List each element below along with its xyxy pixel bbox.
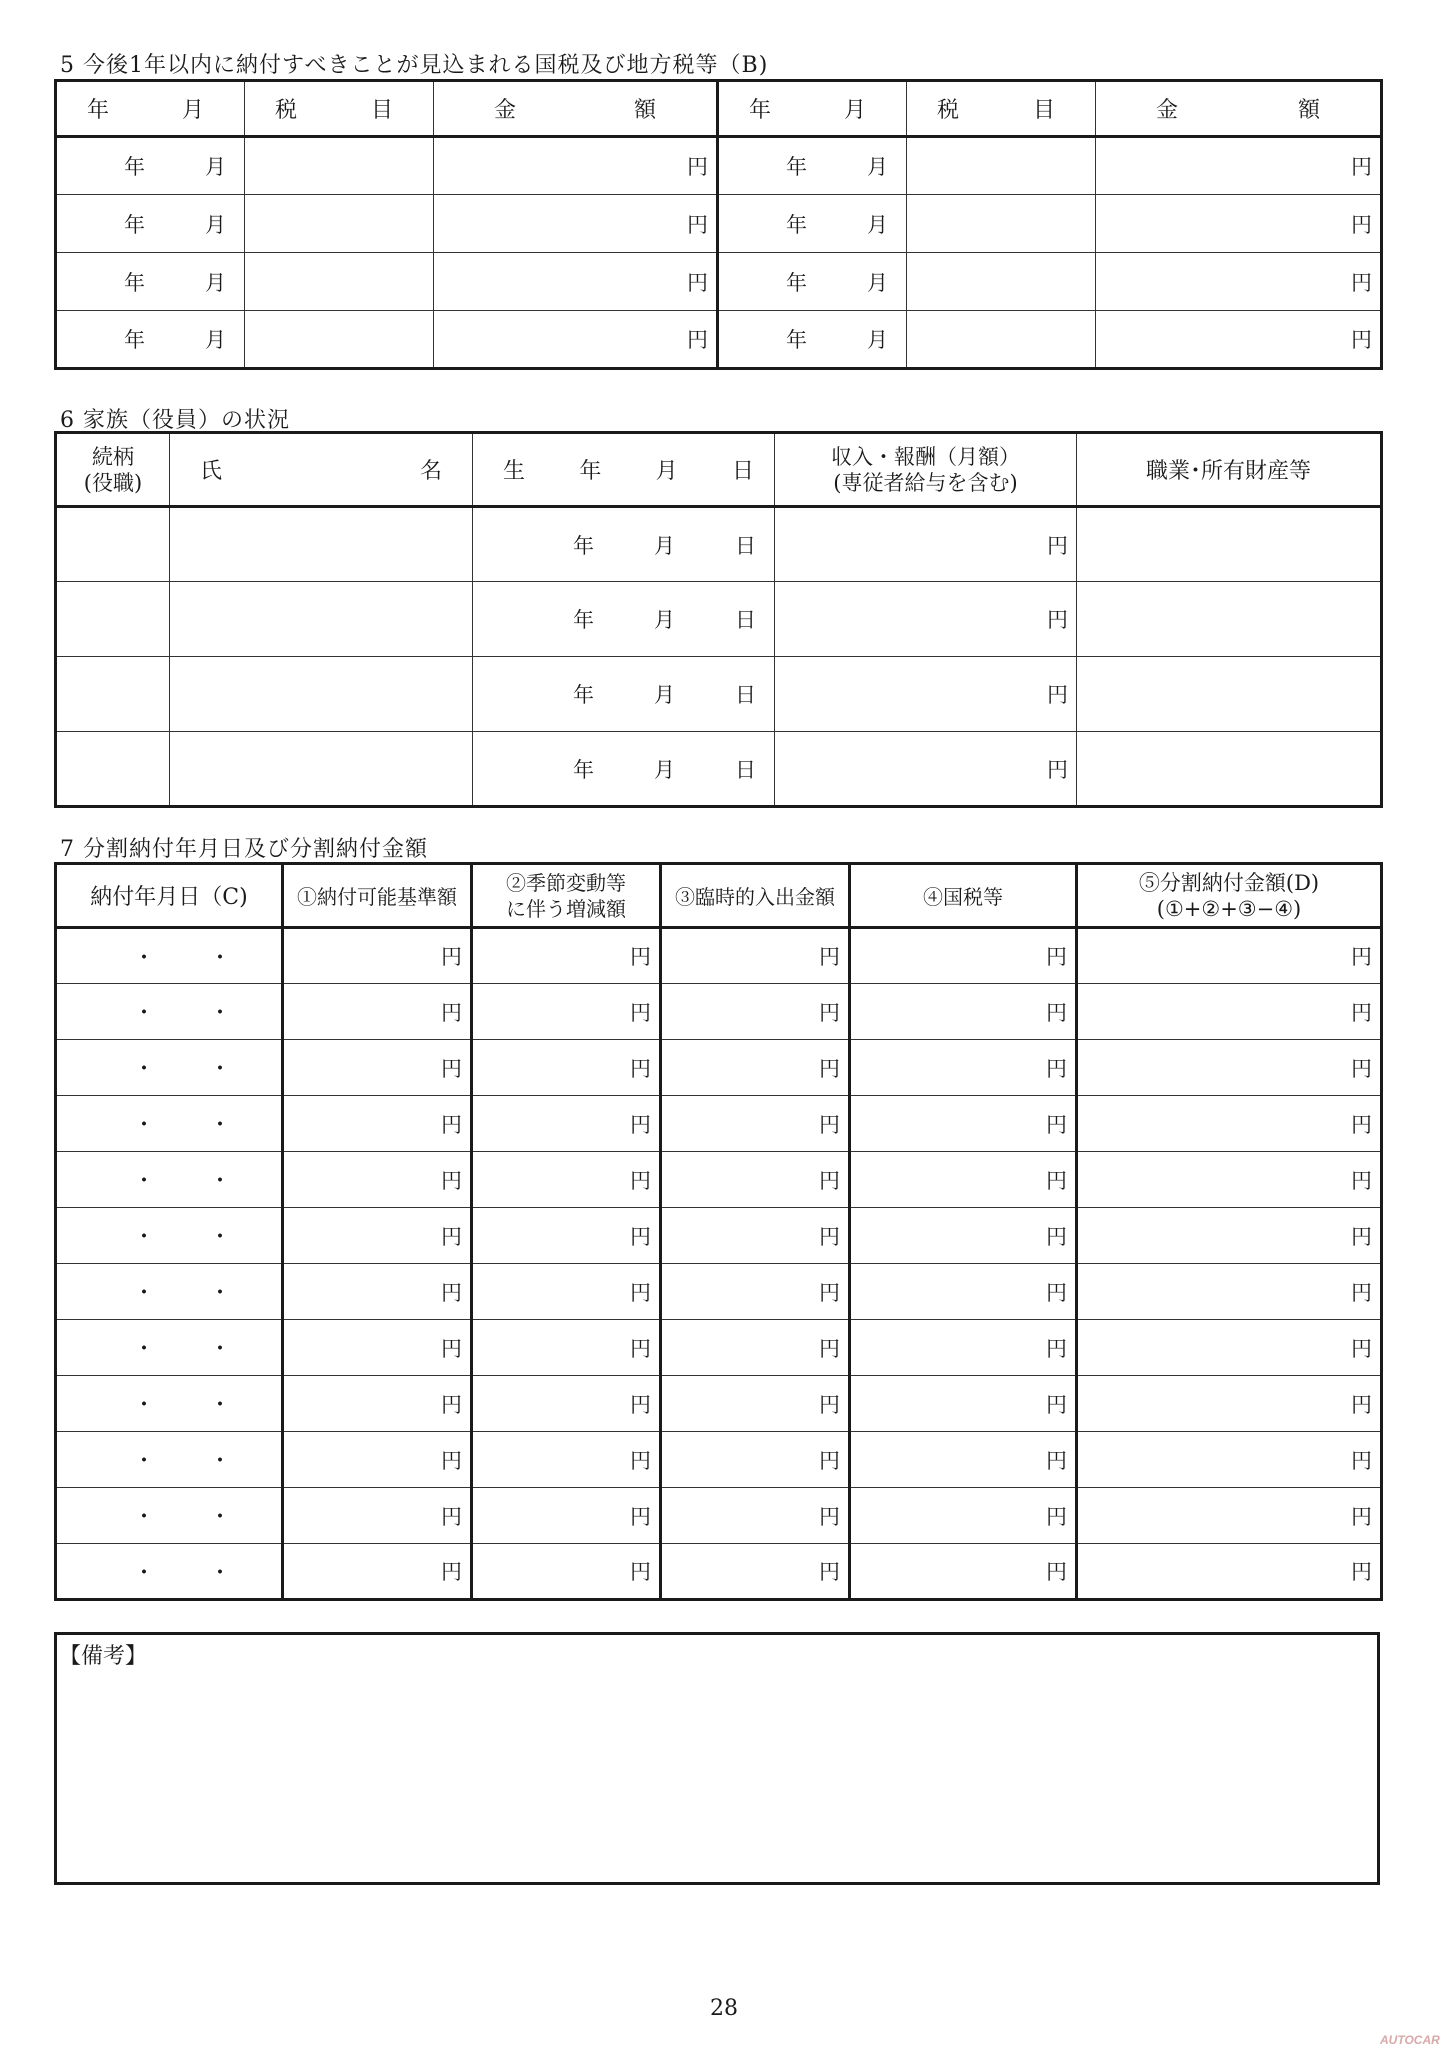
installment-amount-cell[interactable]: 円 <box>1077 1488 1382 1544</box>
tax-item-cell[interactable] <box>245 195 434 253</box>
year-month-cell[interactable]: 年 月 <box>56 195 245 253</box>
base-amount-cell[interactable]: 円 <box>283 1040 472 1096</box>
watermark-logo: AUTOCAR <box>1380 2033 1440 2047</box>
table-row <box>56 137 1382 195</box>
name-cell[interactable] <box>170 732 473 807</box>
amount-cell[interactable]: 円 <box>1096 253 1382 311</box>
national-tax-cell[interactable]: 円 <box>850 1320 1077 1376</box>
table-row <box>56 1208 1382 1264</box>
seasonal-change-cell[interactable]: 円 <box>472 1208 661 1264</box>
table-row <box>56 582 1382 657</box>
base-amount-cell[interactable]: 円 <box>283 1152 472 1208</box>
national-tax-cell[interactable]: 円 <box>850 1432 1077 1488</box>
temporary-inout-cell[interactable]: 円 <box>661 928 850 984</box>
base-amount-cell[interactable]: 円 <box>283 1320 472 1376</box>
table-row <box>56 1432 1382 1488</box>
name-cell[interactable] <box>170 657 473 732</box>
temporary-inout-cell[interactable]: 円 <box>661 1544 850 1600</box>
section6-table <box>54 431 1383 808</box>
temporary-inout-cell[interactable]: 円 <box>661 1432 850 1488</box>
name-cell[interactable] <box>170 507 473 582</box>
table-row <box>56 732 1382 807</box>
table-row <box>56 1040 1382 1096</box>
base-amount-cell[interactable]: 円 <box>283 1544 472 1600</box>
payment-date-cell[interactable]: ・ ・ <box>56 1208 283 1264</box>
section7-title: 7 分割納付年月日及び分割納付金額 <box>60 837 428 862</box>
amount-cell[interactable]: 円 <box>434 137 718 195</box>
installment-amount-cell[interactable]: 円 <box>1077 1264 1382 1320</box>
installment-amount-cell[interactable]: 円 <box>1077 1320 1382 1376</box>
table-row <box>56 311 1382 369</box>
header-tax-item: 税 目 <box>907 81 1096 137</box>
base-amount-cell[interactable]: 円 <box>283 984 472 1040</box>
installment-amount-cell[interactable]: 円 <box>1077 928 1382 984</box>
header-seasonal-change: ②季節変動等 に伴う増減額 <box>472 864 661 928</box>
section7-table <box>54 862 1383 1601</box>
payment-date-cell[interactable]: ・ ・ <box>56 984 283 1040</box>
header-income: 収入・報酬（月額） (専従者給与を含む) <box>775 433 1077 507</box>
national-tax-cell[interactable]: 円 <box>850 1152 1077 1208</box>
date-of-birth-cell[interactable]: 年 月 日 <box>473 657 775 732</box>
seasonal-change-cell[interactable]: 円 <box>472 1432 661 1488</box>
base-amount-cell[interactable]: 円 <box>283 1376 472 1432</box>
amount-cell[interactable]: 円 <box>434 311 718 369</box>
amount-cell[interactable]: 円 <box>1096 311 1382 369</box>
seasonal-change-cell[interactable]: 円 <box>472 1320 661 1376</box>
section5-table <box>54 79 1383 370</box>
temporary-inout-cell[interactable]: 円 <box>661 1320 850 1376</box>
payment-date-cell[interactable]: ・ ・ <box>56 1320 283 1376</box>
section6-title: 6 家族（役員）の状況 <box>60 408 290 433</box>
national-tax-cell[interactable]: 円 <box>850 1488 1077 1544</box>
seasonal-change-cell[interactable]: 円 <box>472 1152 661 1208</box>
relation-cell[interactable] <box>56 507 170 582</box>
header-national-tax: ④国税等 <box>850 864 1077 928</box>
header-year-month: 年 月 <box>56 81 245 137</box>
base-amount-cell[interactable]: 円 <box>283 1208 472 1264</box>
tax-item-cell[interactable] <box>907 311 1096 369</box>
table-row <box>56 1152 1382 1208</box>
temporary-inout-cell[interactable]: 円 <box>661 1208 850 1264</box>
temporary-inout-cell[interactable]: 円 <box>661 1096 850 1152</box>
header-occupation: 職業･所有財産等 <box>1077 433 1382 507</box>
table-row <box>56 195 1382 253</box>
payment-date-cell[interactable]: ・ ・ <box>56 928 283 984</box>
occupation-cell[interactable] <box>1077 732 1382 807</box>
remarks-box[interactable] <box>54 1632 1380 1885</box>
national-tax-cell[interactable]: 円 <box>850 928 1077 984</box>
base-amount-cell[interactable]: 円 <box>283 928 472 984</box>
base-amount-cell[interactable]: 円 <box>283 1264 472 1320</box>
income-cell[interactable]: 円 <box>775 657 1077 732</box>
tax-item-cell[interactable] <box>907 253 1096 311</box>
payment-date-cell[interactable]: ・ ・ <box>56 1096 283 1152</box>
header-payment-date: 納付年月日（C) <box>56 864 283 928</box>
name-cell[interactable] <box>170 582 473 657</box>
temporary-inout-cell[interactable]: 円 <box>661 1376 850 1432</box>
date-of-birth-cell[interactable]: 年 月 日 <box>473 732 775 807</box>
payment-date-cell[interactable]: ・ ・ <box>56 1040 283 1096</box>
year-month-cell[interactable]: 年 月 <box>56 253 245 311</box>
installment-amount-cell[interactable]: 円 <box>1077 1040 1382 1096</box>
header-name: 氏 名 <box>170 433 473 507</box>
header-tax-item: 税 目 <box>245 81 434 137</box>
table-row <box>56 1096 1382 1152</box>
section7-header-row <box>56 864 1382 928</box>
table-row <box>56 253 1382 311</box>
table-row <box>56 657 1382 732</box>
installment-amount-cell[interactable]: 円 <box>1077 1152 1382 1208</box>
seasonal-change-cell[interactable]: 円 <box>472 1376 661 1432</box>
occupation-cell[interactable] <box>1077 507 1382 582</box>
occupation-cell[interactable] <box>1077 582 1382 657</box>
payment-date-cell[interactable]: ・ ・ <box>56 1432 283 1488</box>
section5-title: 5 今後1年以内に納付すべきことが見込まれる国税及び地方税等（B) <box>60 53 769 78</box>
national-tax-cell[interactable]: 円 <box>850 1040 1077 1096</box>
relation-cell[interactable] <box>56 582 170 657</box>
income-cell[interactable]: 円 <box>775 732 1077 807</box>
base-amount-cell[interactable]: 円 <box>283 1432 472 1488</box>
table-row <box>56 1320 1382 1376</box>
temporary-inout-cell[interactable]: 円 <box>661 984 850 1040</box>
remarks-label: 【備考】 <box>59 1644 148 1669</box>
temporary-inout-cell[interactable]: 円 <box>661 1488 850 1544</box>
tax-item-cell[interactable] <box>907 195 1096 253</box>
national-tax-cell[interactable]: 円 <box>850 1096 1077 1152</box>
temporary-inout-cell[interactable]: 円 <box>661 1152 850 1208</box>
header-year-month: 年 月 <box>718 81 907 137</box>
table-row <box>56 1264 1382 1320</box>
date-of-birth-cell[interactable]: 年 月 日 <box>473 507 775 582</box>
seasonal-change-cell[interactable]: 円 <box>472 1096 661 1152</box>
seasonal-change-cell[interactable]: 円 <box>472 984 661 1040</box>
table-row <box>56 984 1382 1040</box>
temporary-inout-cell[interactable]: 円 <box>661 1264 850 1320</box>
national-tax-cell[interactable]: 円 <box>850 1544 1077 1600</box>
header-base-amount: ①納付可能基準額 <box>283 864 472 928</box>
installment-amount-cell[interactable]: 円 <box>1077 1432 1382 1488</box>
national-tax-cell[interactable]: 円 <box>850 1208 1077 1264</box>
relation-cell[interactable] <box>56 657 170 732</box>
year-month-cell[interactable]: 年 月 <box>718 311 907 369</box>
year-month-cell[interactable]: 年 月 <box>718 253 907 311</box>
income-cell[interactable]: 円 <box>775 507 1077 582</box>
year-month-cell[interactable]: 年 月 <box>56 137 245 195</box>
payment-date-cell[interactable]: ・ ・ <box>56 1376 283 1432</box>
national-tax-cell[interactable]: 円 <box>850 1376 1077 1432</box>
seasonal-change-cell[interactable]: 円 <box>472 1040 661 1096</box>
seasonal-change-cell[interactable]: 円 <box>472 1544 661 1600</box>
table-row <box>56 1488 1382 1544</box>
installment-amount-cell[interactable]: 円 <box>1077 1096 1382 1152</box>
base-amount-cell[interactable]: 円 <box>283 1488 472 1544</box>
tax-item-cell[interactable] <box>245 311 434 369</box>
tax-item-cell[interactable] <box>907 137 1096 195</box>
amount-cell[interactable]: 円 <box>434 195 718 253</box>
table-row <box>56 1376 1382 1432</box>
amount-cell[interactable]: 円 <box>434 253 718 311</box>
table-row <box>56 1544 1382 1600</box>
amount-cell[interactable]: 円 <box>1096 137 1382 195</box>
header-amount: 金 額 <box>434 81 718 137</box>
header-temporary-inout: ③臨時的入出金額 <box>661 864 850 928</box>
date-of-birth-cell[interactable]: 年 月 日 <box>473 582 775 657</box>
income-cell[interactable]: 円 <box>775 582 1077 657</box>
seasonal-change-cell[interactable]: 円 <box>472 1488 661 1544</box>
year-month-cell[interactable]: 年 月 <box>56 311 245 369</box>
installment-amount-cell[interactable]: 円 <box>1077 1376 1382 1432</box>
table-row <box>56 928 1382 984</box>
header-installment-amount: ⑤分割納付金額(D) (①+②+③−④) <box>1077 864 1382 928</box>
payment-date-cell[interactable]: ・ ・ <box>56 1488 283 1544</box>
tax-item-cell[interactable] <box>245 253 434 311</box>
year-month-cell[interactable]: 年 月 <box>718 195 907 253</box>
national-tax-cell[interactable]: 円 <box>850 984 1077 1040</box>
base-amount-cell[interactable]: 円 <box>283 1096 472 1152</box>
amount-cell[interactable]: 円 <box>1096 195 1382 253</box>
page-number: 28 <box>710 1996 738 2021</box>
payment-date-cell[interactable]: ・ ・ <box>56 1152 283 1208</box>
temporary-inout-cell[interactable]: 円 <box>661 1040 850 1096</box>
header-amount: 金 額 <box>1096 81 1382 137</box>
year-month-cell[interactable]: 年 月 <box>718 137 907 195</box>
installment-amount-cell[interactable]: 円 <box>1077 984 1382 1040</box>
header-date-of-birth: 生 年 月 日 <box>473 433 775 507</box>
seasonal-change-cell[interactable]: 円 <box>472 928 661 984</box>
header-relation: 続柄 (役職) <box>56 433 170 507</box>
payment-date-cell[interactable]: ・ ・ <box>56 1264 283 1320</box>
section5-header-row <box>56 81 1382 137</box>
installment-amount-cell[interactable]: 円 <box>1077 1544 1382 1600</box>
occupation-cell[interactable] <box>1077 657 1382 732</box>
national-tax-cell[interactable]: 円 <box>850 1264 1077 1320</box>
section6-header-row <box>56 433 1382 507</box>
installment-amount-cell[interactable]: 円 <box>1077 1208 1382 1264</box>
payment-date-cell[interactable]: ・ ・ <box>56 1544 283 1600</box>
table-row <box>56 507 1382 582</box>
seasonal-change-cell[interactable]: 円 <box>472 1264 661 1320</box>
relation-cell[interactable] <box>56 732 170 807</box>
tax-item-cell[interactable] <box>245 137 434 195</box>
